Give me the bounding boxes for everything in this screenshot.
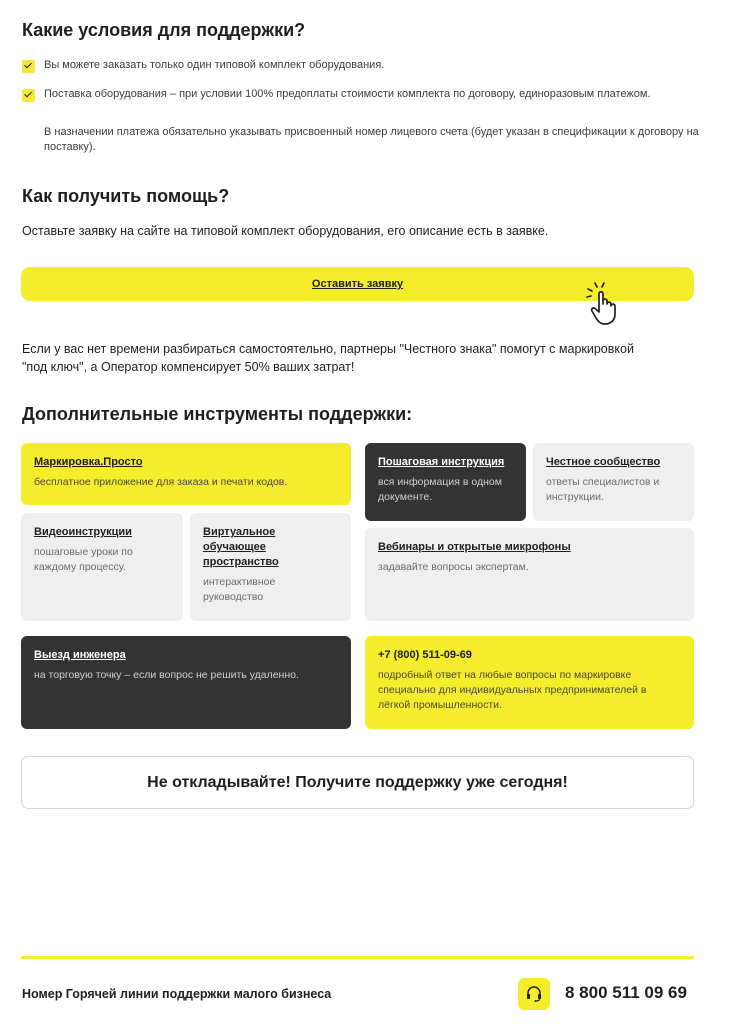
card-video-link[interactable]: Видеоинструкции — [34, 526, 132, 538]
card-community-desc: ответы специалистов и инструкции. — [546, 476, 660, 503]
hotline-label: Номер Горячей линии поддержки малого бизнеса — [22, 987, 332, 1001]
support-banner-text: Не откладывайте! Получите поддержку уже сегодня! — [147, 773, 568, 791]
conditions-heading: Какие условия для поддержки? — [22, 20, 306, 40]
card-community — [533, 443, 694, 521]
card-video — [21, 513, 183, 621]
headset-glyph — [525, 985, 543, 1003]
condition-text: Поставка оборудования – при условии 100% предоплаты стоимости комплекта по договору, единоразовым платежом. — [44, 88, 651, 100]
headset-icon — [518, 978, 550, 1010]
condition-item — [22, 58, 384, 73]
payment-note: В назначении платежа обязательно указывать присвоенный номер лицевого счета (будет указан в спецификации к договору на поставку). — [44, 126, 699, 153]
help-heading: Как получить помощь? — [22, 186, 230, 206]
card-webinars-link[interactable]: Вебинары и открытые микрофоны — [378, 541, 571, 553]
footer-divider — [21, 956, 694, 959]
hotline-phone[interactable]: 8 800 511 09 69 — [565, 983, 687, 1002]
help-text: Оставьте заявку на сайте на типовой комплект оборудования, его описание есть в заявке. — [22, 224, 549, 238]
card-markirovka-desc: бесплатное приложение для заказа и печати кодов. — [34, 476, 288, 488]
card-markirovka — [21, 443, 351, 505]
pointer-hand-icon — [585, 280, 627, 326]
support-banner — [21, 756, 694, 809]
check-icon — [22, 89, 35, 102]
card-engineer-link[interactable]: Выезд инженера — [34, 649, 126, 661]
card-webinars-desc: задавайте вопросы экспертам. — [378, 561, 529, 573]
card-virtual — [190, 513, 351, 621]
card-phone — [365, 636, 694, 729]
card-phone-desc: подробный ответ на любые вопросы по маркировке специально для индивидуальных предпринимателей в лёгкой промышленности. — [378, 669, 647, 711]
card-virtual-desc: интерактивное руководство — [203, 576, 276, 603]
check-icon — [22, 60, 35, 73]
card-engineer-desc: на торговую точку – если вопрос не решить удаленно. — [34, 669, 299, 681]
condition-text: Вы можете заказать только один типовой комплект оборудования. — [44, 59, 385, 71]
card-virtual-link[interactable]: Виртуальное обучающее пространство — [203, 526, 279, 568]
card-steps-link[interactable]: Пошаговая инструкция — [378, 456, 505, 468]
card-steps-desc: вся информация в одном документе. — [378, 476, 502, 503]
card-community-link[interactable]: Честное сообщество — [546, 456, 661, 468]
tools-heading: Дополнительные инструменты поддержки: — [22, 404, 413, 424]
card-markirovka-link[interactable]: Маркировка.Просто — [34, 456, 143, 468]
card-phone-link[interactable]: +7 (800) 511-09-69 — [378, 649, 472, 661]
submit-request-label: Оставить заявку — [311, 278, 404, 290]
card-webinars — [365, 528, 694, 621]
card-steps — [365, 443, 526, 521]
card-video-desc: пошаговые уроки по каждому процессу. — [34, 546, 133, 573]
card-engineer — [21, 636, 351, 729]
condition-item — [22, 87, 702, 102]
partners-text: Если у вас нет времени разбираться самостоятельно, партнеры "Честного знака" помогут с маркировкой "под ключ", а Оператор компенсирует 50% ваших затрат! — [22, 342, 634, 374]
